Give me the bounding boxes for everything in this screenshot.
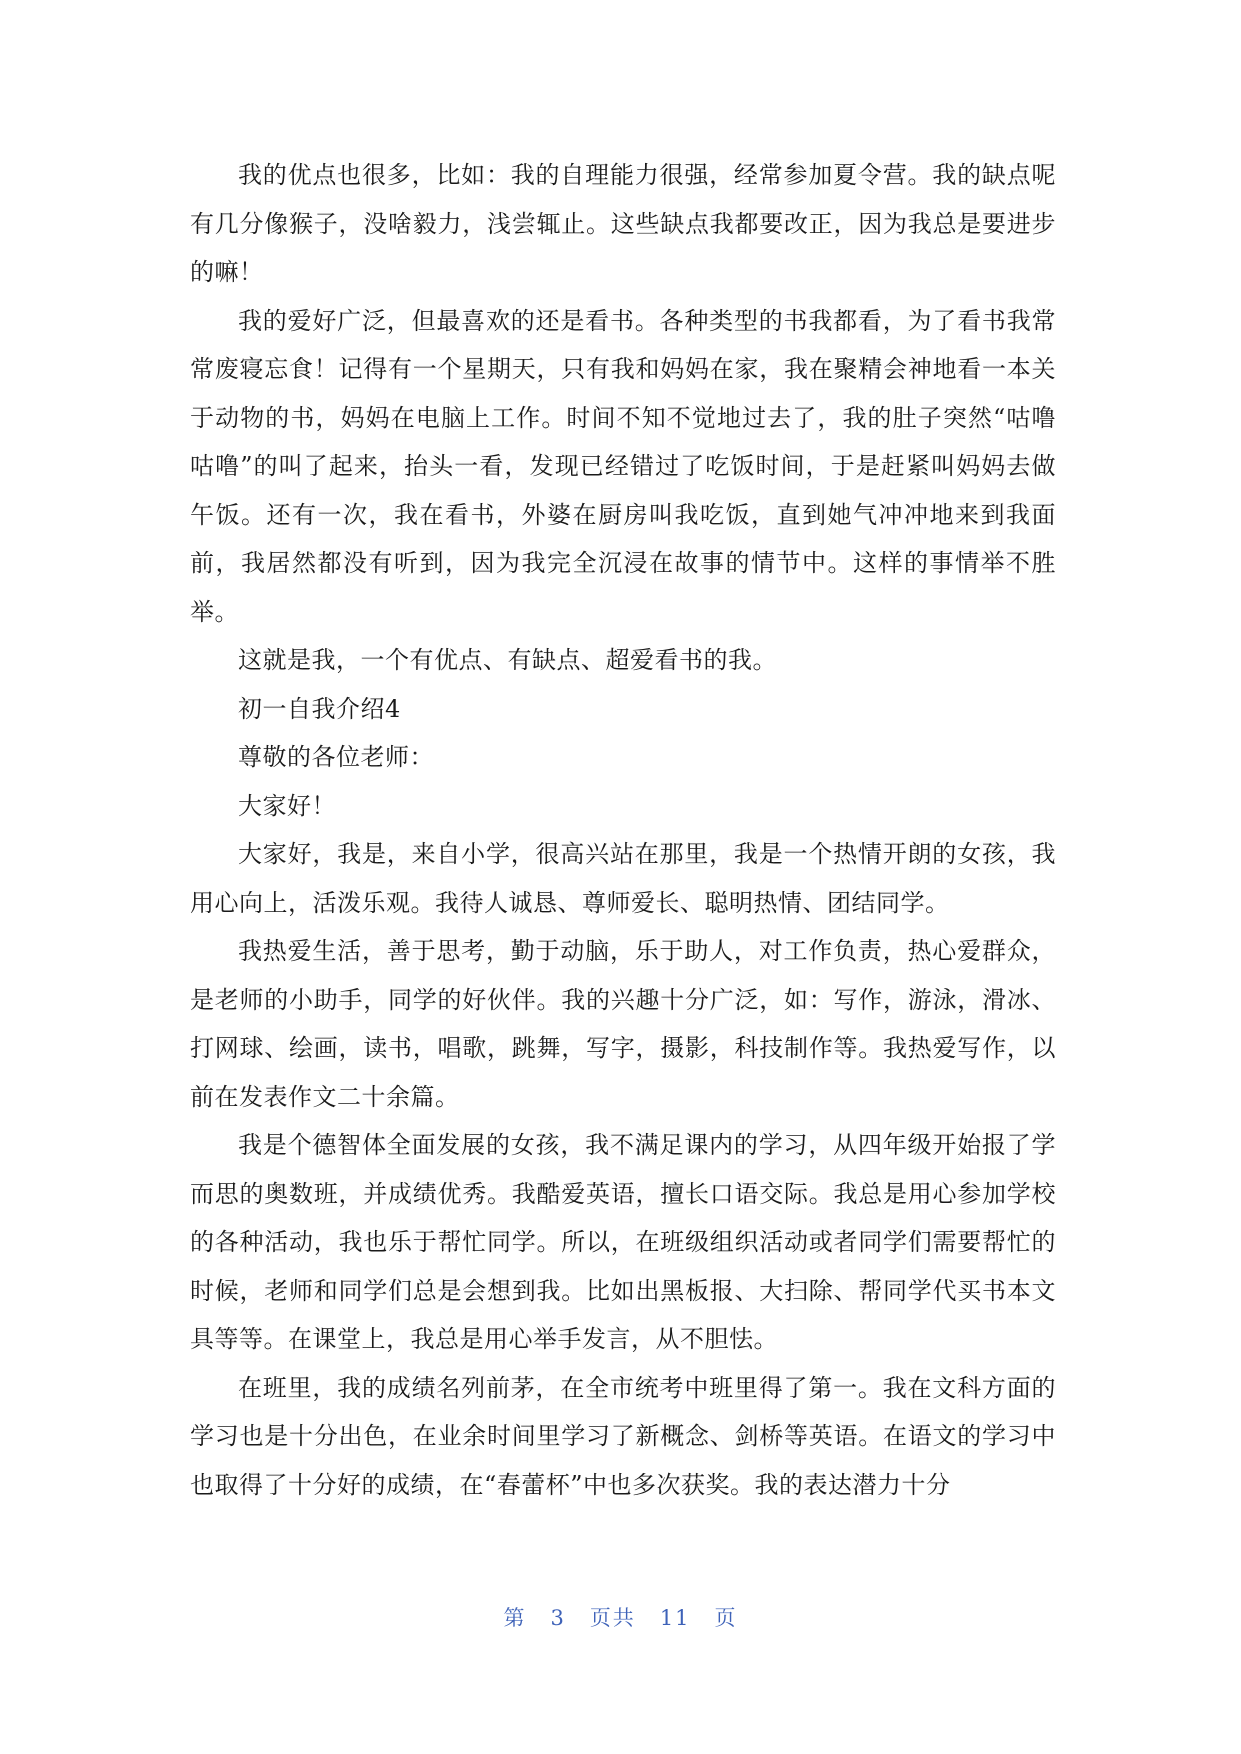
paragraph: 我热爱生活，善于思考，勤于动脑，乐于助人，对工作负责，热心爱群众，是老师的小助手，同学的好伙伴。我的兴趣十分广泛，如：写作，游泳，滑冰、打网球、绘画，读书，唱歌，跳舞，写字，摄影，科技制作等。我热爱写作，以前在发表作文二十余篇。 [190,937,1056,1111]
footer-total-pages: 11 [659,1606,691,1630]
footer-ye: 页 [714,1606,738,1630]
salutation: 尊敬的各位老师： [238,743,434,771]
paragraph: 大家好，我是，来自小学，很高兴站在那里，我是一个热情开朗的女孩，我用心向上，活泼乐观。我待人诚恳、尊师爱长、聪明热情、团结同学。 [190,840,1056,917]
section-heading: 初一自我介绍4 [238,694,401,723]
footer-ye-gong: 页共 [589,1606,636,1630]
footer-current-page: 3 [550,1606,566,1630]
paragraph: 我是个德智体全面发展的女孩，我不满足课内的学习，从四年级开始报了学而思的奥数班，并成绩优秀。我酷爱英语，擅长口语交际。我总是用心参加学校的各种活动，我也乐于帮忙同学。所以，在班级组织活动或者同学们需要帮忙的时候，老师和同学们总是会想到我。比如出黑板报、大扫除、帮同学代买书本文具等等。在课堂上，我总是用心举手发言，从不胆怯。 [190,1131,1056,1353]
greeting: 大家好！ [238,791,336,820]
page-footer [0,1602,1241,1632]
document-body [190,151,1056,1509]
paragraph: 这就是我，一个有优点、有缺点、超爱看书的我。 [238,646,777,674]
paragraph: 在班里，我的成绩名列前茅，在全市统考中班里得了第一。我在文科方面的学习也是十分出色，在业余时间里学习了新概念、剑桥等英语。在语文的学习中也取得了十分好的成绩，在“春蕾杯”中也多次获奖。我的表达潜力十分 [190,1373,1056,1499]
paragraph: 我的爱好广泛，但最喜欢的还是看书。各种类型的书我都看，为了看书我常常废寝忘食！记得有一个星期天，只有我和妈妈在家，我在聚精会神地看一本关于动物的书，妈妈在电脑上工作。时间不知不觉地过去了，我的肚子突然“咕噜咕噜”的叫了起来，抬头一看，发现已经错过了吃饭时间，于是赶紧叫妈妈去做午饭。还有一次，我在看书，外婆在厨房叫我吃饭，直到她气冲冲地来到我面前，我居然都没有听到，因为我完全沉浸在故事的情节中。这样的事情举不胜举。 [190,306,1056,626]
footer-di: 第 [503,1606,527,1630]
paragraph: 我的优点也很多，比如：我的自理能力很强，经常参加夏令营。我的缺点呢有几分像猴子，没啥毅力，浅尝辄止。这些缺点我都要改正，因为我总是要进步的嘛！ [190,161,1056,286]
